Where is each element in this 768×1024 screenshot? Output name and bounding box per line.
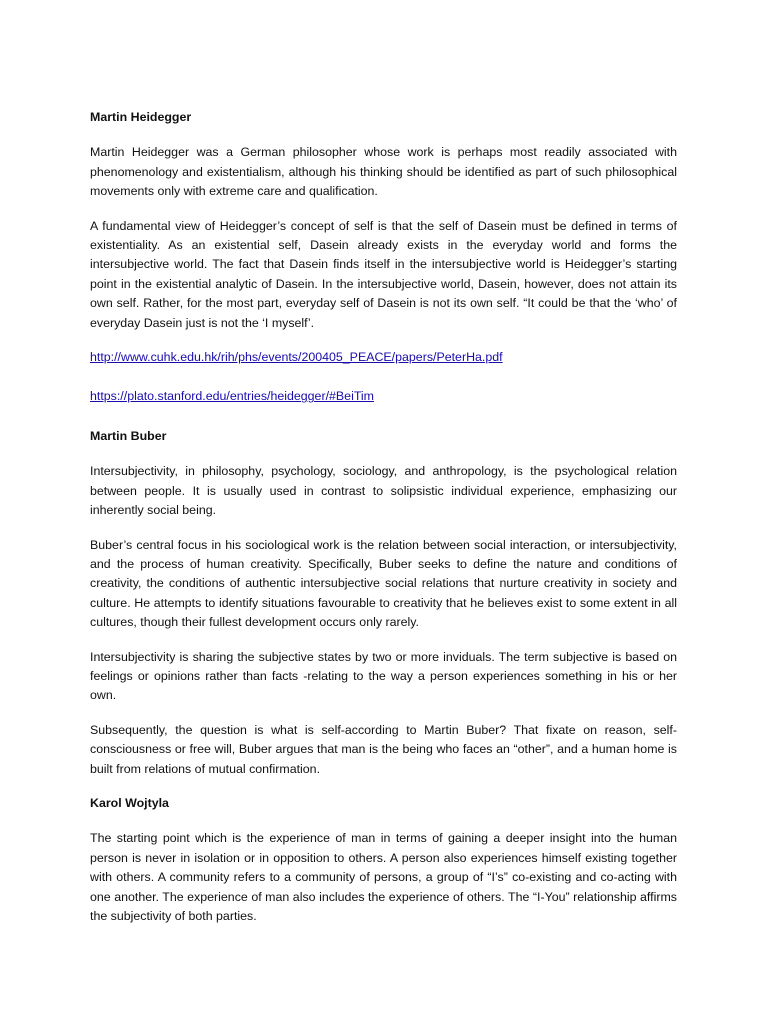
paragraph-buber-2: Buber’s central focus in his sociological work is the relation between social interaction, or intersubjectivity, and the process of human creativity. Specifically, Buber seeks to define the nature and conditions of creativity, the conditions of authentic intersubjective social relations that nurture creativity in society and culture. He attempts to identify situations favourable to creativity that he believes exist to some extent in all cultures, though their fullest development occurs only rarely. bbox=[90, 537, 677, 630]
heading-heidegger: Martin Heidegger bbox=[90, 110, 192, 124]
heading-buber: Martin Buber bbox=[90, 428, 167, 443]
paragraph-heidegger-2: A fundamental view of Heidegger’s concept of self is that the self of Dasein must be defined in terms of existentiality. As an existential self, Dasein already exists in the everyday world and forms the intersubjective world. The fact that Dasein finds itself in the intersubjective world is Heidegger’s starting point in the existential analytic of Dasein. In the intersubjective world, Dasein, however, does not attain its own self. Rather, for the most part, everyday self of Dasein is not its own self. “It could be that the ‘who’ of everyday Dasein just is not the ‘I myself’. bbox=[90, 218, 677, 330]
link-peterha-pdf[interactable]: http://www.cuhk.edu.hk/rih/phs/events/200405_PEACE/papers/PeterHa.pdf bbox=[90, 350, 503, 365]
heading-wojtyla: Karol Wojtyla bbox=[90, 795, 169, 810]
paragraph-buber-3: Intersubjectivity is sharing the subjective states by two or more inviduals. The term subjective is based on feelings or opinions rather than facts -relating to the way a person experiences something in his or her own. bbox=[90, 649, 677, 703]
link-line-1 bbox=[90, 348, 677, 383]
link-line-2 bbox=[90, 387, 677, 422]
paragraph-heidegger-1: Martin Heidegger was a German philosopher whose work is perhaps most readily associated with phenomenology and existentialism, although his thinking should be identified as part of such philosophical movements only with extreme care and qualification. bbox=[90, 145, 677, 199]
paragraph-wojtyla-1: The starting point which is the experience of man in terms of gaining a deeper insight into the human person is never in isolation or in opposition to others. A person also experiences himself existing together with others. A community refers to a community of persons, a group of “I’s” co-existing and co-acting with one another. The experience of man also includes the experience of others. The “I-You” relationship affirms the subjectivity of both parties. bbox=[90, 831, 677, 923]
paragraph-buber-4: Subsequently, the question is what is self-according to Martin Buber? That fixate on reason, self-consciousness or free will, Buber argues that man is the being who faces an “other”, and a human home is built from relations of mutual confirmation. bbox=[90, 722, 677, 776]
document-page bbox=[90, 108, 677, 941]
link-stanford-heidegger[interactable]: https://plato.stanford.edu/entries/heidegger/#BeiTim bbox=[90, 389, 375, 404]
paragraph-buber-1: Intersubjectivity, in philosophy, psychology, sociology, and anthropology, is the psychological relation between people. It is usually used in contrast to solipsistic individual experience, emphasizing our inherently social being. bbox=[90, 464, 677, 518]
